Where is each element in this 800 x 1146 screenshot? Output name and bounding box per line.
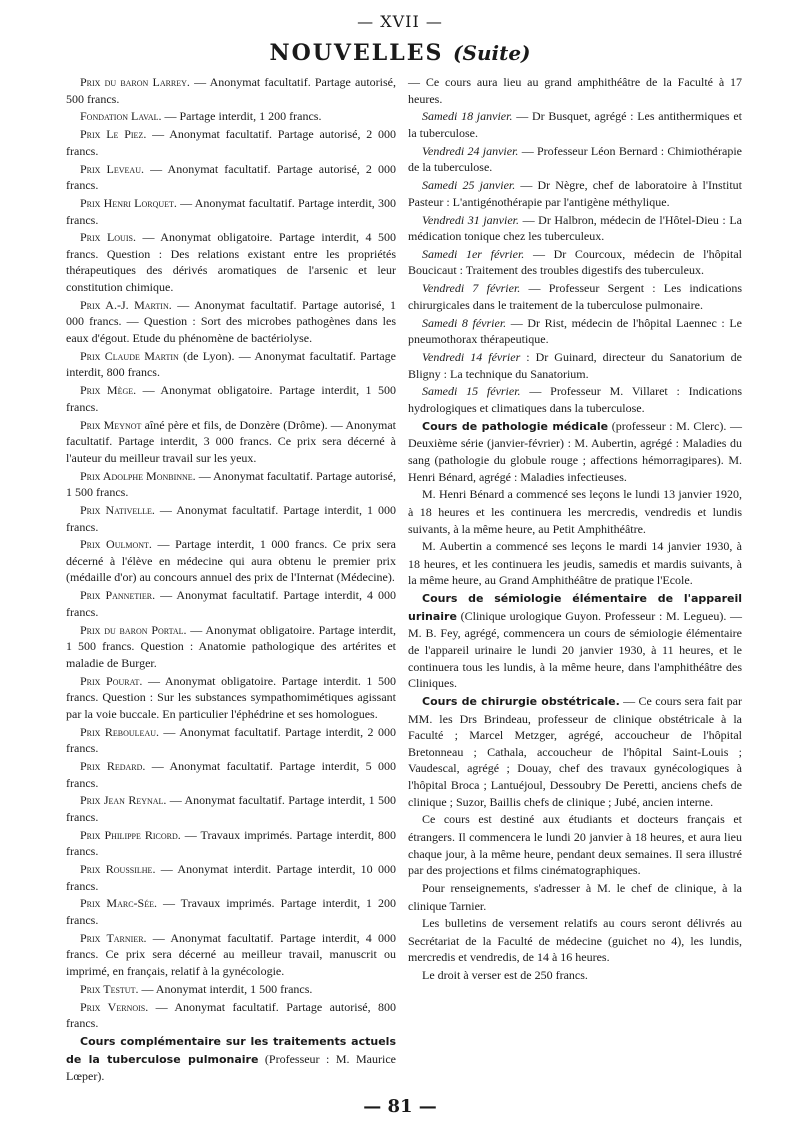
- page-title: [0, 40, 800, 66]
- announcement-paragraph: [408, 538, 742, 589]
- prize-name: Prix Louis.: [80, 230, 136, 245]
- title-main: NOUVELLES: [269, 40, 444, 66]
- announcement-text: Le droit à verser est de 250 francs.: [422, 968, 588, 983]
- course-intro: — Ce cours aura lieu au grand amphithéâtre de la Faculté à 17 heures.: [408, 75, 742, 106]
- announcement-paragraph: [408, 590, 742, 692]
- announcement-text: M. Aubertin a commencé ses leçons le mardi 14 janvier 1930, à 18 heures, et les continuera les jeudis, samedis et mardis suivants, à la même heure, au Grand Amphithéâtre de pratique l'Ecole.: [408, 539, 742, 588]
- announcement-paragraph: [408, 811, 742, 878]
- course-paragraph: [66, 1033, 396, 1085]
- announcement-paragraph: [408, 418, 742, 485]
- prize-entry: [66, 468, 396, 501]
- prize-entry: [66, 758, 396, 791]
- announcement-paragraph: [408, 486, 742, 537]
- title-suite: (Suite): [453, 41, 531, 65]
- prize-details: — Anonymat facultatif. Partage interdit, 5 000 francs.: [66, 758, 396, 790]
- lecture-date: Vendredi 24 janvier.: [422, 143, 519, 158]
- lecture-details: — Professeur Léon Bernard : Chimiothérapie de la tuberculose.: [408, 143, 742, 175]
- prize-details: — Anonymat facultatif. Partage interdit, 4 000 francs. Ce prix sera décerné au meilleur travail, manuscrit ou imprimé, en français, relatif à la gynécologie.: [66, 930, 396, 978]
- prize-details: — Anonymat facultatif. Partage interdit, 1 000 francs.: [66, 502, 396, 534]
- prize-details: — Anonymat obligatoire. Partage interdit, 1 500 francs.: [66, 383, 397, 414]
- prize-name: Prix Tarnier.: [80, 930, 147, 945]
- prize-entry: [66, 827, 396, 860]
- prize-entry: [66, 229, 396, 295]
- prize-details: — Partage interdit, 1 200 francs.: [161, 109, 322, 124]
- lecture-details: — Dr Courcoux, médecin de l'hôpital Boucicaut : Traitement des troubles digestifs des tuberculeux.: [408, 246, 742, 278]
- prize-name: Prix Roussilhe.: [80, 862, 156, 877]
- right-column: [408, 74, 742, 986]
- prize-details: — Anonymat facultatif. Partage interdit, 1 500 francs.: [66, 793, 396, 824]
- announcement-heading: Cours de pathologie médicale: [422, 419, 609, 433]
- lecture-details: — Professeur Sergent : Les indications chirurgicales dans le traitement de la tuberculose pulmonaire.: [408, 281, 742, 312]
- prize-details: — Anonymat interdit, 1 500 francs.: [138, 981, 313, 996]
- prize-name: Fondation Laval.: [80, 109, 162, 124]
- prize-name: Prix Marc-Sée.: [80, 896, 157, 911]
- announcement-text: (professeur : M. Clerc). — Deuxième série (janvier-février) : M. Aubertin, agrégé : Maladies du sang (pathologie du globule rouge ; affections hémorragipares). M. Henri Bénard, agrégé : Maladies infectieuses.: [408, 418, 742, 484]
- prize-entry: [66, 536, 396, 586]
- announcement-text: Pour renseignements, s'adresser à M. le chef de clinique, à la clinique Tarnier.: [408, 880, 742, 913]
- prize-name: Prix Redard.: [80, 758, 146, 773]
- prize-entry: [66, 502, 396, 535]
- left-column: [66, 74, 396, 1086]
- lecture-schedule: [408, 108, 742, 416]
- prize-details: — Partage interdit, 1 000 francs. Ce prix sera décerné à l'élève en médecine qui aura obtenu le premier prix (médaille d'or) au concours annuel des prix de l'Internat (Médecine).: [66, 537, 397, 585]
- prize-entry: [66, 587, 396, 620]
- prize-entry: [66, 195, 396, 228]
- lecture-date: Samedi 15 février.: [422, 384, 521, 399]
- lecture-details: — Dr Nègre, chef de laboratoire à l'Institut Pasteur : L'antigénothérapie par l'antigène méthylique.: [408, 178, 742, 209]
- lecture-date: Samedi 1er février.: [422, 246, 525, 261]
- announcement-text: — Ce cours sera fait par MM. les Drs Brindeau, professeur de clinique obstétricale à la Faculté ; Marcel Metzger, agrégé, accoucheur de l'hôpital Bretonneau ; Cathala, accoucheur de l'hôpital Saint-Louis ; Vaudescal, agrégé ; Douay, chef des travaux gynécologiques à l'hôpital Broca ; Lantuéjoul, Dessoubry De Peretti, anciens chefs de clinique ; Suzor, Baillis chefs de clinique ; Jubé, ancien interne.: [408, 694, 742, 809]
- lecture-entry: [408, 177, 742, 210]
- prize-entry: [66, 981, 396, 998]
- announcement-text: Les bulletins de versement relatifs au cours seront délivrés au Secrétariat de la Faculté de médecine (guichet no 4), les lundis, mercredis et vendredis, de 14 à 16 heures.: [408, 916, 742, 965]
- prize-name: Prix du baron Portal.: [80, 622, 187, 637]
- announcement-paragraph: [408, 967, 742, 985]
- prize-entry: [66, 417, 396, 467]
- announcement-heading: Cours de chirurgie obstétricale.: [422, 695, 620, 708]
- prize-details: — Anonymat obligatoire. Partage interdit, 1 500 francs. Question : Anatomie pathologique des artérites et maladie de Burger.: [66, 622, 396, 670]
- prize-details: aîné père et fils, de Donzère (Drôme). — Anonymat facultatif. Partage interdit, 3 000 francs. Ce prix sera décerné à l'auteur du meilleur travail sur les yeux.: [66, 417, 396, 465]
- roman-page-header: — XVII —: [357, 12, 443, 31]
- prize-entry: [66, 792, 396, 825]
- lecture-entry: [408, 280, 742, 313]
- announcement-paragraph: [408, 915, 742, 966]
- prize-name: Prix Meynot: [80, 417, 142, 432]
- lecture-date: Samedi 18 janvier.: [422, 109, 513, 124]
- lecture-details: — Dr Halbron, médecin de l'Hôtel-Dieu : La médication tonique chez les tuberculeux.: [408, 212, 742, 244]
- prize-name: Prix du baron Larrey.: [80, 75, 190, 89]
- prize-entry: [66, 348, 396, 381]
- prize-name: Prix Pourat.: [80, 673, 143, 688]
- lecture-entry: [408, 315, 742, 348]
- prize-entry: [66, 673, 396, 723]
- prize-name: Prix Pannetier.: [80, 588, 156, 603]
- prize-details: — Anonymat facultatif. Partage autorisé, 500 francs.: [66, 75, 397, 106]
- lecture-date: Samedi 8 février.: [422, 315, 507, 330]
- announcement-heading: Cours de sémiologie élémentaire de l'appareil urinaire: [408, 592, 742, 623]
- prize-details: — Anonymat facultatif. Partage autorisé, 2 000 francs.: [66, 161, 396, 193]
- prize-entry: [66, 622, 396, 672]
- lecture-date: Vendredi 7 février.: [422, 281, 521, 296]
- prize-name: Prix Nativelle.: [80, 502, 155, 517]
- prize-entry: [66, 108, 396, 125]
- prize-name: Prix Claude Martin: [80, 348, 179, 363]
- prize-details: — Anonymat facultatif. Partage interdit, 4 000 francs.: [66, 588, 396, 619]
- prize-list: [66, 74, 396, 1032]
- prize-name: Prix Le Piez.: [80, 127, 147, 142]
- prize-name: Prix Rebouleau.: [80, 724, 159, 739]
- announcement-text: M. Henri Bénard a commencé ses leçons le lundi 13 janvier 1920, à 18 heures et les continuera les mercredis, vendredis et lundis suivants, à la même heure, au Petit Amphithéâtre.: [408, 487, 742, 536]
- announcement-text: (Clinique urologique Guyon. Professeur : M. Legueu). — M. B. Fey, agrégé, commencera un cours de sémiologie élémentaire de l'appareil urinaire le lundi 20 janvier 1930, à 11 heures, et le continuera tous les lundis, à la même heure, dans l'amphithéâtre des Cliniques.: [408, 608, 742, 691]
- prize-name: Prix Leveau.: [80, 161, 144, 176]
- announcement-text: Ce cours est destiné aux étudiants et docteurs français et étrangers. Il commencera le lundi 20 janvier à 18 heures, et aura lieu chaque jour, à la même heure, pendant deux semaines. Il sera illustré par des projections et films cinématographiques.: [408, 812, 742, 878]
- announcement-paragraph: [408, 880, 742, 914]
- lecture-entry: [408, 108, 742, 141]
- prize-details: — Anonymat interdit. Partage interdit, 10 000 francs.: [66, 862, 397, 893]
- prize-entry: [66, 895, 396, 928]
- lecture-entry: [408, 143, 742, 176]
- prize-details: (de Lyon). — Anonymat facultatif. Partage interdit, 800 francs.: [66, 348, 396, 380]
- lecture-details: : Dr Guinard, directeur du Sanatorium de Bligny : La technique du Sanatorium.: [408, 350, 743, 381]
- lecture-date: Vendredi 14 février: [422, 350, 521, 364]
- prize-details: — Anonymat facultatif. Partage interdit, 2 000 francs.: [66, 724, 396, 756]
- prize-name: Prix A.-J. Martin.: [80, 297, 172, 312]
- prize-entry: [66, 930, 396, 980]
- prize-name: Prix Vernois.: [80, 999, 149, 1014]
- lecture-date: Vendredi 31 janvier.: [422, 212, 520, 227]
- announcement-paragraph: [408, 693, 742, 810]
- lecture-date: Samedi 25 janvier.: [422, 178, 516, 193]
- prize-entry: [66, 126, 396, 159]
- prize-details: — Anonymat facultatif. Partage autorisé, 1 500 francs.: [66, 468, 396, 500]
- lecture-details: — Dr Rist, médecin de l'hôpital Laennec : Le pneumothorax thérapeutique.: [408, 315, 742, 347]
- lecture-entry: [408, 212, 742, 245]
- lecture-entry: [408, 383, 742, 416]
- prize-name: Prix Henri Lorquet.: [80, 195, 177, 210]
- lecture-details: — Dr Busquet, agrégé : Les antithermiques et la tuberculose.: [408, 109, 742, 140]
- prize-entry: [66, 382, 396, 415]
- prize-details: — Anonymat obligatoire. Partage interdit, 4 500 francs. Question : Des relations existant entre les propriétés thérapeutiques des dérivés aromatiques de l'arsenic et leur constitution chimique.: [66, 230, 397, 295]
- prize-details: — Anonymat facultatif. Partage autorisé, 800 francs.: [66, 999, 396, 1031]
- page-number: — 81 —: [363, 1096, 437, 1117]
- lecture-entry: [408, 349, 742, 382]
- prize-details: — Travaux imprimés. Partage interdit, 800 francs.: [66, 827, 397, 859]
- lecture-details: — Professeur M. Villaret : Indications hydrologiques et climatiques dans la tuberculose.: [408, 384, 742, 415]
- course-announcements: [408, 418, 742, 985]
- prize-details: — Anonymat facultatif. Partage autorisé, 2 000 francs.: [66, 127, 396, 158]
- prize-name: Prix Oulmont.: [80, 537, 152, 552]
- prize-name: Prix Testut.: [80, 981, 139, 996]
- lecture-entry: [408, 246, 742, 279]
- prize-entry: [66, 297, 396, 347]
- prize-entry: [66, 161, 396, 194]
- prize-entry: [66, 724, 396, 757]
- prize-details: — Anonymat obligatoire. Partage interdit. 1 500 francs. Question : Sur les substances sympathomimétiques agissant par la voie buccale. En particulier l'éphédrine et ses homologues.: [66, 673, 397, 721]
- prize-name: Prix Philippe Ricord.: [80, 827, 181, 842]
- prize-entry: [66, 74, 396, 107]
- prize-name: Prix Jean Reynal.: [80, 793, 167, 808]
- prize-details: — Anonymat facultatif. Partage interdit, 300 francs.: [66, 195, 396, 227]
- prize-entry: [66, 861, 396, 894]
- course-rest: (Professeur : M. Maurice Lœper).: [66, 1051, 396, 1084]
- prize-name: Prix Adolphe Monbinne.: [80, 468, 196, 483]
- prize-entry: [66, 999, 396, 1032]
- prize-details: — Anonymat facultatif. Partage autorisé, 1 000 francs. — Question : Sort des microbes pathogènes dans les eaux d'égout. Etude du phénomène de bactériolyse.: [66, 297, 396, 346]
- course-heading: Cours complémentaire sur les traitements actuels de la tuberculose pulmonaire: [66, 1034, 396, 1066]
- prize-name: Prix Mège.: [80, 383, 137, 398]
- prize-details: — Travaux imprimés. Partage interdit, 1 200 francs.: [66, 896, 397, 928]
